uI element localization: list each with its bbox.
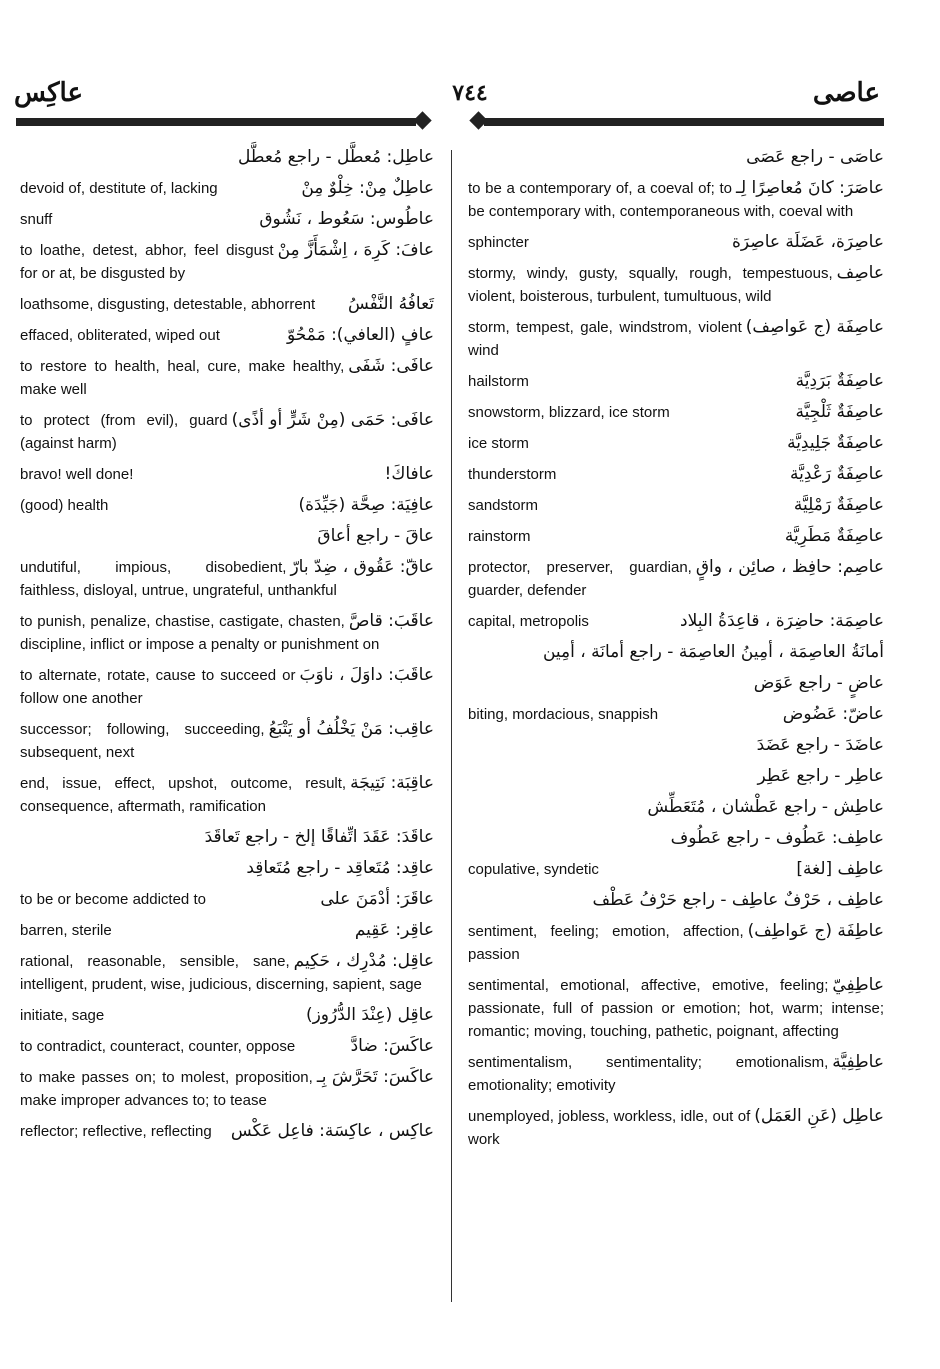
dictionary-entry bbox=[20, 950, 434, 996]
dictionary-entry bbox=[468, 703, 884, 726]
dictionary-entry bbox=[468, 494, 884, 517]
arabic-headword: عاصِرَة، عَضَلَة عاصِرَة bbox=[731, 232, 884, 252]
dictionary-entry bbox=[20, 610, 434, 656]
page-number: ٧٤٤ bbox=[452, 80, 488, 106]
arabic-headword: عاطِل (عَنِ العَمَل) bbox=[754, 1106, 884, 1126]
arabic-headword: عاقَ - راجع أعاقَ bbox=[317, 526, 434, 546]
dictionary-entry bbox=[468, 858, 884, 881]
english-definition: undutiful, impious, disobedient, faithless, disloyal, untrue, ungrateful, unthankful bbox=[20, 559, 337, 599]
arabic-headword: عاصِفَة (ج عَواصِف) bbox=[745, 317, 884, 337]
arabic-headword: عاصِفَةٌ بَرَدِيَّة bbox=[795, 371, 884, 391]
english-definition: bravo! well done! bbox=[20, 466, 134, 483]
english-definition: sentimental, emotional, affective, emotive, feeling; passionate, full of passion or emotion; hot, warm; intense; romantic; moving, touching, pathetic, poignant, affecting bbox=[468, 977, 884, 1040]
guide-word-right: عاصى bbox=[812, 78, 880, 108]
header-rule-left bbox=[16, 113, 430, 131]
arabic-headword: عاقَدَ: عَقَدَ اتِّفاقًا إلخ - راجع تَعاقَدَ bbox=[204, 827, 434, 847]
arabic-headword: عاقَبَ: قاصَّ bbox=[348, 611, 434, 631]
arabic-headword: عاكَسَ: ضادَّ bbox=[350, 1036, 434, 1056]
english-definition: devoid of, destitute of, lacking bbox=[20, 180, 218, 197]
arabic-headword: عاقِر: عَقِيم bbox=[354, 920, 434, 940]
english-definition: to contradict, counteract, counter, oppose bbox=[20, 1038, 296, 1055]
arabic-headword: عاقِد: مُتَعاقِد - راجع مُتَعاقِد bbox=[246, 858, 434, 878]
english-definition: (good) health bbox=[20, 497, 109, 514]
header-rule-right bbox=[470, 113, 884, 131]
english-definition: reflector; reflective, reflecting bbox=[20, 1123, 212, 1140]
arabic-headword: عاقَرَ: أدْمَنَ على bbox=[320, 889, 434, 909]
dictionary-entry bbox=[20, 293, 434, 316]
english-definition: effaced, obliterated, wiped out bbox=[20, 327, 220, 344]
english-definition: to loathe, detest, abhor, feel disgust for or at, be disgusted by bbox=[20, 242, 274, 282]
arabic-headword: عاضّ: عَضُوض bbox=[782, 704, 884, 724]
english-definition: loathsome, disgusting, detestable, abhorrent bbox=[20, 296, 316, 313]
dictionary-entry bbox=[468, 370, 884, 393]
dictionary-entry bbox=[468, 641, 884, 664]
dictionary-entry bbox=[20, 919, 434, 942]
english-definition: to punish, penalize, chastise, castigate, chasten, discipline, inflict or impose a penalty or punishment on bbox=[20, 613, 380, 653]
dictionary-entry bbox=[468, 432, 884, 455]
dictionary-entry bbox=[468, 556, 884, 602]
english-definition: to restore to health, heal, cure, make healthy, make well bbox=[20, 358, 345, 398]
arabic-headword: عافٍ (العافي): مَمْحُوّ bbox=[286, 325, 434, 345]
dictionary-entry bbox=[20, 146, 434, 169]
dictionary-entry bbox=[20, 1120, 434, 1143]
arabic-headword: عاكِس ، عاكِسَة: فاعِل عَكْس bbox=[230, 1121, 434, 1141]
arabic-headword: عاصِم: حافِظ ، صائِن ، واقٍ bbox=[695, 557, 884, 577]
english-definition: ice storm bbox=[468, 435, 529, 452]
dictionary-entry bbox=[468, 463, 884, 486]
dictionary-entry bbox=[468, 525, 884, 548]
arabic-headword: عاطِف: عَطُوف - راجع عَطُوف bbox=[670, 828, 884, 848]
arabic-headword: عاطُوس: سَعُوط ، نَشُوق bbox=[259, 209, 434, 229]
arabic-headword: عاطِل: مُعطَّل - راجع مُعطَّل bbox=[238, 147, 434, 167]
arabic-headword: عاصِفَةٌ جَلِيدِيَّة bbox=[787, 433, 884, 453]
arabic-headword: عاصِمَة: حاضِرَة ، قاعِدَةُ البِلاد bbox=[680, 611, 884, 631]
dictionary-entry bbox=[20, 556, 434, 602]
dictionary-entry bbox=[468, 1105, 884, 1151]
english-definition: to protect (from evil), guard (against harm) bbox=[20, 412, 228, 452]
dictionary-entry bbox=[20, 208, 434, 231]
dictionary-entry bbox=[468, 889, 884, 912]
english-definition: biting, mordacious, snappish bbox=[468, 706, 659, 723]
arabic-headword: عاضَدَ - راجع عَضَدَ bbox=[756, 735, 884, 755]
arabic-headword: تَعافُهُ النَّفْسُ bbox=[347, 294, 434, 314]
arabic-headword: عاضٍ - راجع عَوَض bbox=[753, 673, 884, 693]
dictionary-entry bbox=[468, 734, 884, 757]
dictionary-entry bbox=[468, 262, 884, 308]
english-definition: initiate, sage bbox=[20, 1007, 105, 1024]
arabic-headword: عاقِل (عِنْدَ الدُّرُوز) bbox=[305, 1005, 434, 1025]
arabic-headword: عافَ: كَرِهَ ، اِشْمَأَزَّ مِنْ bbox=[277, 240, 434, 260]
english-definition: sentimentalism, sentimentality; emotionalism, emotionality; emotivity bbox=[468, 1054, 829, 1094]
dictionary-entry bbox=[20, 888, 434, 911]
arabic-headword: عاصِفَةٌ ثَلْجِيَّة bbox=[795, 402, 884, 422]
english-definition: to be or become addicted to bbox=[20, 891, 206, 908]
english-definition: stormy, windy, gusty, squally, rough, tempestuous, violent, boisterous, turbulent, tumultuous, wild bbox=[468, 265, 833, 305]
arabic-headword: عاقِل: مُدْرِك ، حَكِيم bbox=[293, 951, 434, 971]
dictionary-entry bbox=[20, 1066, 434, 1112]
dictionary-entry bbox=[468, 316, 884, 362]
arabic-headword: عاطِر - راجع عَطِر bbox=[757, 766, 884, 786]
arabic-headword: عافِيَة: صِحَّة (جَيِّدَة) bbox=[298, 495, 434, 515]
arabic-headword: عاصَى - راجع عَصَى bbox=[746, 147, 884, 167]
arabic-headword: أمانَةُ العاصِمَة ، أمِينُ العاصِمَة - راجع أمانَة ، أمِين bbox=[542, 642, 884, 662]
dictionary-entry bbox=[468, 974, 884, 1043]
dictionary-entry bbox=[20, 525, 434, 548]
arabic-headword: عاكَسَ: تَحَرَّشَ بِـ bbox=[316, 1067, 434, 1087]
arabic-headword: عاطِف ، حَرْفٌ عاطِف - راجع حَرْفُ عَطْف bbox=[592, 890, 884, 910]
english-definition: thunderstorm bbox=[468, 466, 557, 483]
guide-word-left: عاكِس bbox=[14, 78, 83, 108]
english-definition: barren, sterile bbox=[20, 922, 112, 939]
arabic-headword: عافَى: شَفَى bbox=[348, 356, 434, 376]
dictionary-entry bbox=[20, 409, 434, 455]
english-definition: rainstorm bbox=[468, 528, 531, 545]
arabic-headword: عاطِف [لغة] bbox=[796, 859, 884, 879]
english-definition: capital, metropolis bbox=[468, 613, 589, 630]
dictionary-entry bbox=[20, 239, 434, 285]
dictionary-entry bbox=[20, 494, 434, 517]
left-column bbox=[20, 146, 434, 1151]
arabic-headword: عاصِفَةٌ رَعْدِيَّة bbox=[790, 464, 884, 484]
dictionary-entry bbox=[468, 177, 884, 223]
arabic-headword: عاصِف bbox=[836, 263, 884, 283]
english-definition: successor; following, succeeding, subsequent, next bbox=[20, 721, 265, 761]
dictionary-entry bbox=[468, 401, 884, 424]
arabic-headword: عاقِب: مَنْ يَخْلُفُ أو يَتْبَعُ bbox=[268, 719, 434, 739]
english-definition: copulative, syndetic bbox=[468, 861, 599, 878]
dictionary-entry bbox=[468, 827, 884, 850]
english-definition: unemployed, jobless, workless, idle, out of work bbox=[468, 1108, 751, 1148]
arabic-headword: عاقَبَ: داوَلَ ، ناوَبَ bbox=[299, 665, 434, 685]
dictionary-entry bbox=[20, 355, 434, 401]
arabic-headword: عاصَرَ: كانَ مُعاصِرًا لِـ bbox=[735, 178, 884, 198]
english-definition: to alternate, rotate, cause to succeed or follow one another bbox=[20, 667, 296, 707]
dictionary-entry bbox=[20, 772, 434, 818]
arabic-headword: عاصِفَةٌ رَمْلِيَّة bbox=[793, 495, 884, 515]
dictionary-entry bbox=[20, 826, 434, 849]
arabic-headword: عاصِفَةٌ مَطَرِيَّة bbox=[784, 526, 884, 546]
arabic-headword: عاطِش - راجع عَطْشان ، مُتَعَطِّش bbox=[647, 797, 884, 817]
english-definition: rational, reasonable, sensible, sane, intelligent, prudent, wise, judicious, discerning, sapient, sage bbox=[20, 953, 422, 993]
right-column bbox=[468, 146, 884, 1159]
dictionary-entry bbox=[20, 324, 434, 347]
dictionary-entry bbox=[20, 1035, 434, 1058]
english-definition: to be a contemporary of, a coeval of; to be contemporary with, contemporaneous with, coeval with bbox=[468, 180, 854, 220]
dictionary-entry bbox=[468, 1051, 884, 1097]
arabic-headword: عافَى: حَمَى (مِنْ شَرٍّ أو أذًى) bbox=[231, 410, 434, 430]
english-definition: snuff bbox=[20, 211, 53, 228]
dictionary-entry bbox=[20, 177, 434, 200]
arabic-headword: عاطِفِيّ bbox=[832, 975, 884, 995]
dictionary-entry bbox=[20, 1004, 434, 1027]
english-definition: protector, preserver, guardian, guarder, defender bbox=[468, 559, 692, 599]
dictionary-entry bbox=[20, 718, 434, 764]
arabic-headword: عاقّ: عَقُوق ، ضِدّ بارّ bbox=[290, 557, 434, 577]
dictionary-entry bbox=[468, 610, 884, 633]
arabic-headword: عاقِبَة: نَتِيجَة bbox=[350, 773, 434, 793]
dictionary-entry bbox=[468, 920, 884, 966]
english-definition: hailstorm bbox=[468, 373, 529, 390]
dictionary-entry bbox=[468, 796, 884, 819]
dictionary-entry bbox=[468, 672, 884, 695]
arabic-headword: عافاكَ! bbox=[384, 464, 434, 484]
arabic-headword: عاطِفَة (ج عَواطِف) bbox=[747, 921, 884, 941]
dictionary-entry bbox=[468, 231, 884, 254]
arabic-headword: عاطِفِيَّة bbox=[832, 1052, 884, 1072]
english-definition: sentiment, feeling; emotion, affection, passion bbox=[468, 923, 744, 963]
arabic-headword: عاطِلٌ مِنْ: خِلْوٌ مِنْ bbox=[301, 178, 434, 198]
dictionary-entry bbox=[20, 664, 434, 710]
dictionary-entry bbox=[20, 857, 434, 880]
dictionary-entry bbox=[468, 765, 884, 788]
english-definition: end, issue, effect, upshot, outcome, result, consequence, aftermath, ramification bbox=[20, 775, 347, 815]
english-definition: storm, tempest, gale, windstrom, violent wind bbox=[468, 319, 742, 359]
english-definition: to make passes on; to molest, proposition, make improper advances to; to tease bbox=[20, 1069, 313, 1109]
english-definition: snowstorm, blizzard, ice storm bbox=[468, 404, 670, 421]
dictionary-entry bbox=[468, 146, 884, 169]
english-definition: sandstorm bbox=[468, 497, 539, 514]
column-divider bbox=[451, 150, 452, 1302]
english-definition: sphincter bbox=[468, 234, 529, 251]
dictionary-entry bbox=[20, 463, 434, 486]
